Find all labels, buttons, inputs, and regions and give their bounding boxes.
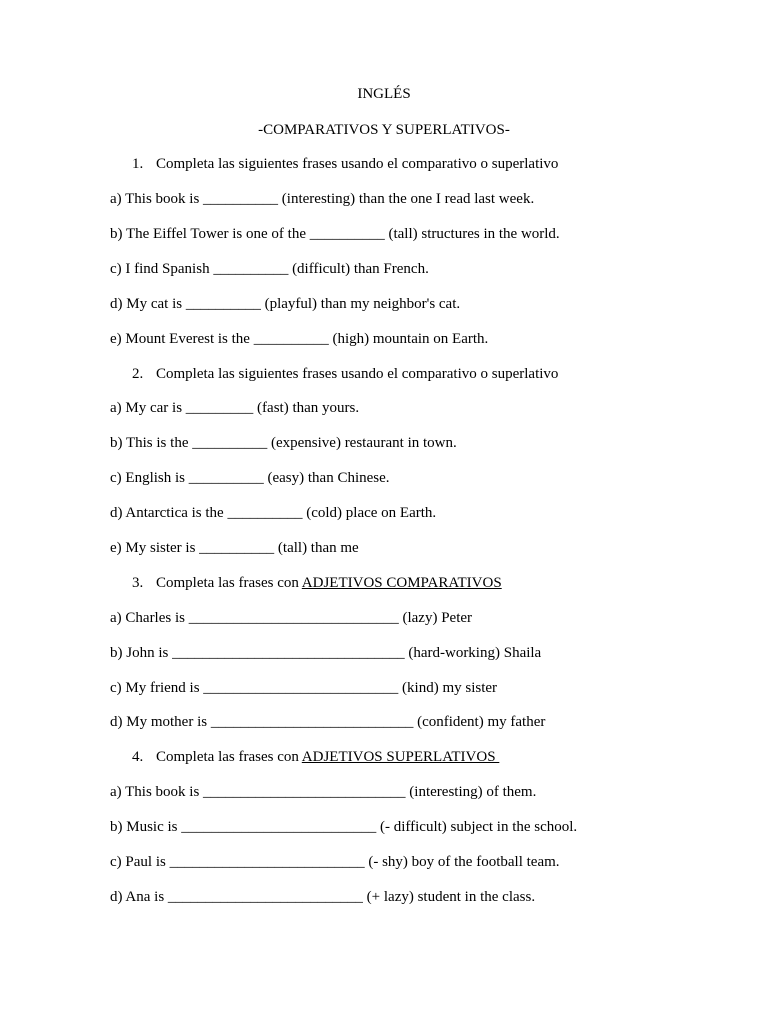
section-4-item-b: b) Music is __________________________ (- difficult) subject in the school. — [110, 819, 578, 835]
section-2-item-d: d) Antarctica is the __________ (cold) place on Earth. — [110, 505, 437, 521]
section-2-item-b: b) This is the __________ (expensive) restaurant in town. — [110, 435, 457, 451]
page-subtitle: -COMPARATIVOS Y SUPERLATIVOS- — [258, 122, 510, 138]
section-1-item-c: c) I find Spanish __________ (difficult) than French. — [110, 261, 429, 277]
section-4-item-a: a) This book is ___________________________ (interesting) of them. — [110, 784, 537, 800]
section-1-number: 1. — [132, 156, 144, 172]
section-1-text: Completa las siguientes frases usando el comparativo o superlativo — [156, 156, 559, 172]
section-2-instruction — [132, 365, 558, 383]
section-2-number: 2. — [132, 366, 144, 382]
section-2-item-a: a) My car is _________ (fast) than yours. — [110, 400, 360, 416]
section-3-text: Completa las frases con — [156, 575, 302, 591]
section-2-item-e: e) My sister is __________ (tall) than me — [110, 540, 359, 556]
section-1-item-d: d) My cat is __________ (playful) than my neighbor's cat. — [110, 296, 461, 312]
section-4-instruction — [132, 748, 499, 766]
section-4-number: 4. — [132, 749, 144, 765]
section-4-item-d: d) Ana is __________________________ (+ lazy) student in the class. — [110, 889, 536, 905]
section-3-number: 3. — [132, 575, 144, 591]
page-title: INGLÉS — [357, 86, 411, 102]
section-3-item-b: b) John is _______________________________ (hard-working) Shaila — [110, 645, 542, 661]
section-4-item-c: c) Paul is __________________________ (- shy) boy of the football team. — [110, 854, 560, 870]
section-1-instruction — [132, 155, 558, 173]
section-4-underlined-text: ADJETIVOS SUPERLATIVOS — [301, 749, 500, 765]
section-2-item-c: c) English is __________ (easy) than Chinese. — [110, 470, 390, 486]
section-3-item-c: c) My friend is __________________________ (kind) my sister — [110, 680, 498, 696]
section-3-underlined-text: ADJETIVOS COMPARATIVOS — [301, 575, 502, 591]
section-3-item-d: d) My mother is ___________________________ (confident) my father — [110, 714, 546, 730]
section-1-item-a: a) This book is __________ (interesting) than the one I read last week. — [110, 191, 535, 207]
section-2-text: Completa las siguientes frases usando el comparativo o superlativo — [156, 366, 559, 382]
section-1-item-e: e) Mount Everest is the __________ (high) mountain on Earth. — [110, 331, 489, 347]
section-4-text: Completa las frases con — [156, 749, 302, 765]
section-3-instruction — [132, 574, 502, 592]
section-3-item-a: a) Charles is ____________________________ (lazy) Peter — [110, 610, 473, 626]
section-1-item-b: b) The Eiffel Tower is one of the __________ (tall) structures in the world. — [110, 226, 560, 242]
